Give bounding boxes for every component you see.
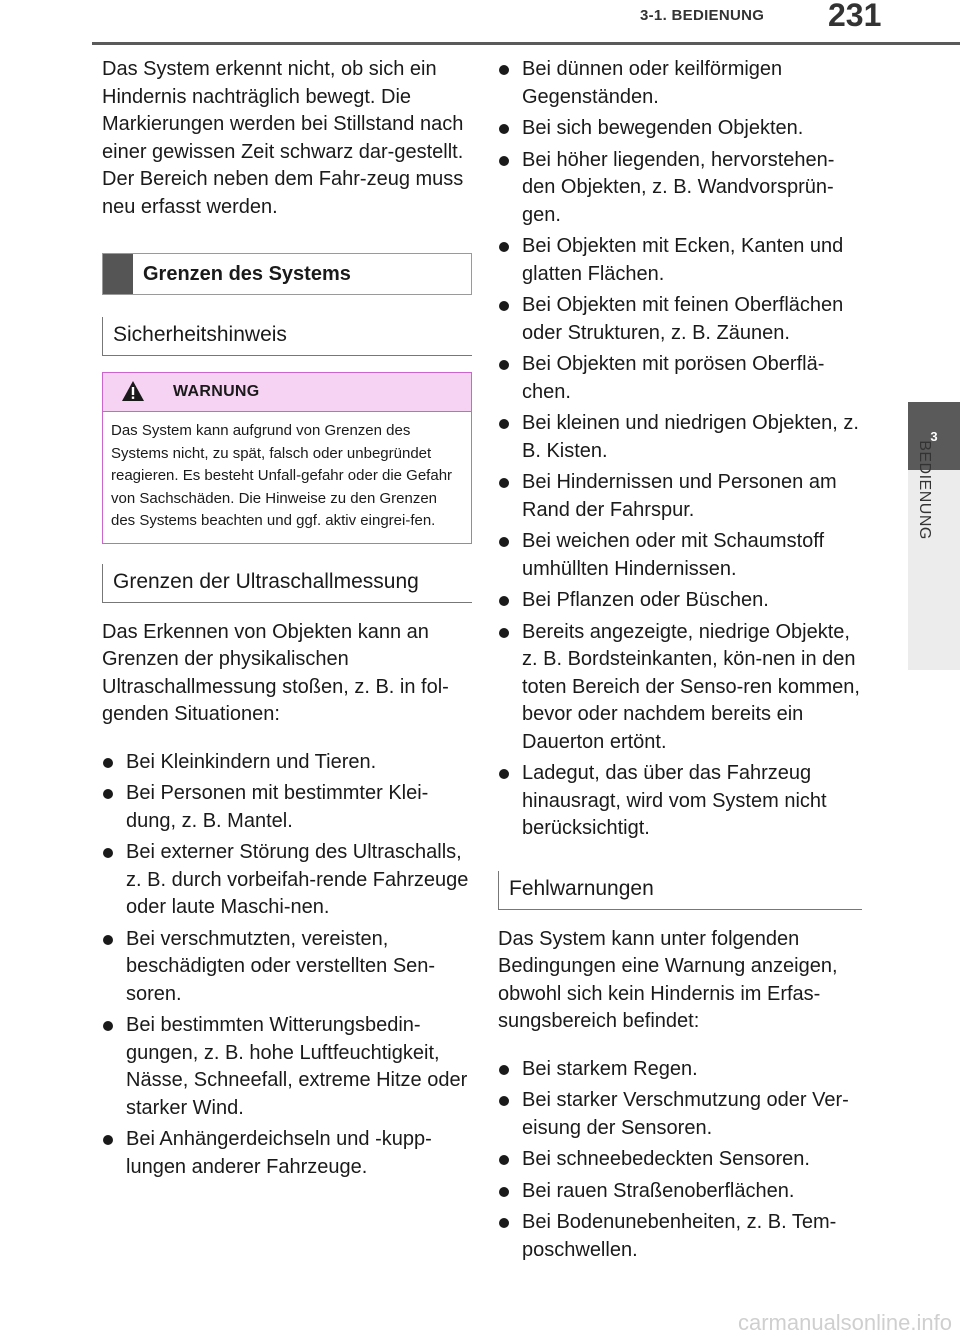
section-heading-box (102, 253, 472, 295)
subheading-false-warnings: Fehlwarnungen (498, 871, 862, 910)
intro-paragraph: Das System erkennt nicht, ob sich ein Hindernis nachträglich bewegt. Die Markierungen werden bei Stillstand nach einer gewissen Zeit schwarz dar-gestellt. Der Bereich neben dem Fahr-zeug muss neu erfasst werden. (102, 58, 464, 218)
list-item: Ladegut, das über das Fahrzeug hinausragt, wird vom System nicht berücksichtigt. (498, 760, 862, 843)
false-warnings-paragraph: Das System kann unter folgenden Bedingungen eine Warnung anzeigen, obwohl sich kein Hindernis im Erfas-sungsbereich befindet: (498, 927, 838, 1032)
list-item: Bei rauen Straßenoberflächen. (498, 1178, 862, 1206)
ultrasound-paragraph: Das Erkennen von Objekten kann an Grenzen der physikalischen Ultraschallmessung stoßen, z. B. in fol-genden Situationen: (102, 620, 449, 725)
list-item: Bei höher liegenden, hervorstehen-den Objekten, z. B. Wandvorsprün-gen. (498, 147, 862, 230)
section-title: 3-1. BEDIENUNG (640, 7, 765, 24)
list-item: Bei verschmutzten, vereisten, beschädigten oder verstellten Sen-soren. (102, 926, 472, 1009)
warning-triangle-icon (121, 380, 145, 402)
list-item: Bei Kleinkindern und Tieren. (102, 749, 472, 777)
list-item: Bei Anhängerdeichseln und -kupp-lungen anderer Fahrzeuge. (102, 1126, 472, 1181)
list-item: Bei sich bewegenden Objekten. (498, 115, 862, 143)
list-item: Bei Personen mit bestimmter Klei-dung, z. B. Mantel. (102, 780, 472, 835)
list-item: Bei Objekten mit feinen Oberflächen oder Strukturen, z. B. Zäunen. (498, 292, 862, 347)
list-item: Bereits angezeigte, niedrige Objekte, z. B. Bordsteinkanten, kön-nen in den toten Bereich der Senso-ren kommen, bevor oder nachdem bereits ein Dauerton ertönt. (498, 619, 862, 757)
list-item: Bei schneebedeckten Sensoren. (498, 1146, 862, 1174)
heading-bar (103, 254, 133, 294)
right-column (498, 56, 862, 1268)
list-item: Bei bestimmten Witterungsbedin-gungen, z. B. hohe Luftfeuchtigkeit, Nässe, Schneefall, extreme Hitze oder starker Wind. (102, 1012, 472, 1122)
left-column (102, 56, 472, 1185)
list-item: Bei weichen oder mit Schaumstoff umhüllten Hindernissen. (498, 528, 862, 583)
warning-text: Das System kann aufgrund von Grenzen des Systems nicht, zu spät, falsch oder unbegründet reagieren. Es besteht Unfall-gefahr oder die Gefahr von Sachschäden. Die Hinweise zu den Grenzen des Systems beachten und ggf. aktiv eingrei-fen. (111, 422, 453, 529)
list-item: Bei Pflanzen oder Büschen. (498, 587, 862, 615)
warning-label: WARNUNG (173, 383, 260, 400)
list-item: Bei kleinen und niedrigen Objekten, z. B. Kisten. (498, 410, 862, 465)
chapter-tab: 3 (908, 402, 960, 470)
list-item: Bei dünnen oder keilförmigen Gegenständen. (498, 56, 862, 111)
false-warning-list (498, 1056, 862, 1265)
list-item: Bei starkem Regen. (498, 1056, 862, 1084)
warning-box (102, 372, 472, 544)
list-item: Bei starker Verschmutzung oder Ver-eisung der Sensoren. (498, 1087, 862, 1142)
list-item: Bei Objekten mit Ecken, Kanten und glatten Flächen. (498, 233, 862, 288)
subheading-ultrasound: Grenzen der Ultraschallmessung (102, 564, 472, 603)
header-divider (92, 42, 960, 45)
subheading-safety: Sicherheitshinweis (102, 317, 472, 356)
list-item: Bei Objekten mit porösen Oberflä-chen. (498, 351, 862, 406)
page-number: 231 (828, 0, 882, 33)
ultrasound-limit-list (102, 749, 472, 1182)
list-item: Bei externer Störung des Ultraschalls, z. B. durch vorbeifah-rende Fahrzeuge oder laute Maschi-nen. (102, 839, 472, 922)
footer-watermark: carmanualsonline.info (737, 1310, 952, 1335)
list-item: Bei Hindernissen und Personen am Rand der Fahrspur. (498, 469, 862, 524)
warning-header (103, 373, 471, 412)
chapter-label: BEDIENUNG (916, 440, 933, 540)
list-item: Bei Bodenunebenheiten, z. B. Tem-poschwellen. (498, 1209, 862, 1264)
object-limit-list (498, 56, 862, 843)
section-heading: Grenzen des Systems (143, 262, 351, 285)
